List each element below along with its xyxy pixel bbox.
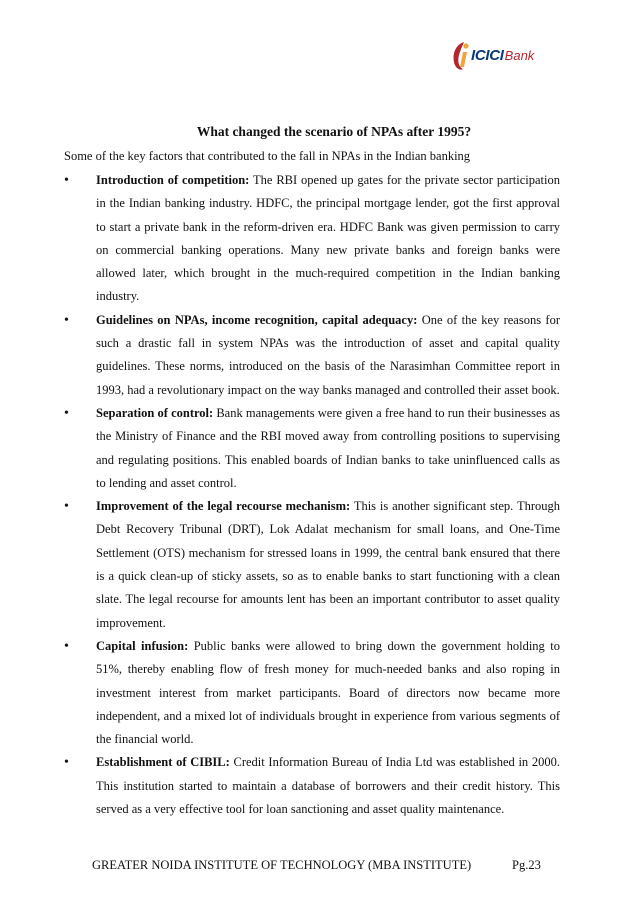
list-item [64, 169, 560, 309]
item-text: Credit Information Bureau of India Ltd was established in 2000. This institution started to maintain a database of borrowers and their credit history. This served as a very effective tool for loan sanctioning and asset quality maintenance. [96, 755, 560, 817]
item-heading: Improvement of the legal recourse mechanism: [96, 499, 351, 514]
logo-brand-text: ICICI [471, 47, 504, 64]
list-item [64, 402, 560, 495]
item-heading: Separation of control: [96, 405, 214, 420]
item-heading: Capital infusion: [96, 638, 189, 653]
item-text: The RBI opened up gates for the private sector participation in the Indian banking industry. HDFC, the principal mortgage lender, got the first approval to start a private bank in the reform-driven era. HDFC Bank was given permission to carry on commercial banking operations. Many new private banks and foreign banks were allowed later, which brought in the much-required competition in the Indian banking industry. [96, 173, 560, 304]
item-heading: Introduction of competition: [96, 173, 250, 187]
icici-bank-logo [451, 40, 543, 72]
footer-institute: GREATER NOIDA INSTITUTE OF TECHNOLOGY (MBA INSTITUTE) [92, 858, 472, 872]
bullet-icon: • [64, 499, 69, 515]
bullet-icon: • [64, 405, 69, 421]
logo-suffix-text: Bank [504, 48, 535, 63]
intro-paragraph: Some of the key factors that contributed to the fall in NPAs in the Indian banking [64, 149, 471, 163]
item-heading: Establishment of CIBIL: [96, 755, 230, 770]
item-text: Bank managements were given a free hand to run their businesses as the Ministry of Finance and the RBI moved away from controlling positions to supervising and regulating positions. This enabled boards of Indian banks to take uninfluenced calls as to lending and asset control. [96, 405, 560, 490]
list-item [64, 751, 560, 821]
page-title: What changed the scenario of NPAs after 1995? [196, 124, 472, 139]
factor-list [64, 169, 560, 821]
bullet-icon: • [64, 755, 69, 771]
list-item [64, 309, 560, 402]
bullet-icon: • [64, 173, 69, 188]
item-heading: Guidelines on NPAs, income recognition, capital adequacy: [96, 312, 418, 327]
list-item [64, 635, 560, 751]
list-item [64, 495, 560, 635]
icici-i-logo-icon [451, 40, 471, 72]
bullet-icon: • [64, 638, 69, 654]
item-text: Public banks were allowed to bring down the government holding to 51%, thereby enabling flow of fresh money for much-needed banks and also roping in investment interest from market participants. Board of directors now became more independent, and a mixed lot of individuals brought in experience from various segments of the financial world. [96, 638, 560, 747]
item-text: One of the key reasons for such a drastic fall in system NPAs was the introduction of asset and capital quality guidelines. These norms, introduced on the basis of the Narasimhan Committee report in 1993, had a revolutionary impact on the way banks managed and controlled their asset book. [96, 312, 560, 397]
page-number: Pg.23 [512, 858, 541, 872]
item-text: This is another significant step. Through Debt Recovery Tribunal (DRT), Lok Adalat mechanism for small loans, and One-Time Settlement (OTS) mechanism for stressed loans in 1999, the central bank ensured that there is a quick clean-up of sticky assets, so as to enable banks to start functioning with a clean slate. The legal recourse for amounts lent has been an important contributor to asset quality improvement. [96, 499, 560, 630]
bullet-icon: • [64, 312, 69, 328]
